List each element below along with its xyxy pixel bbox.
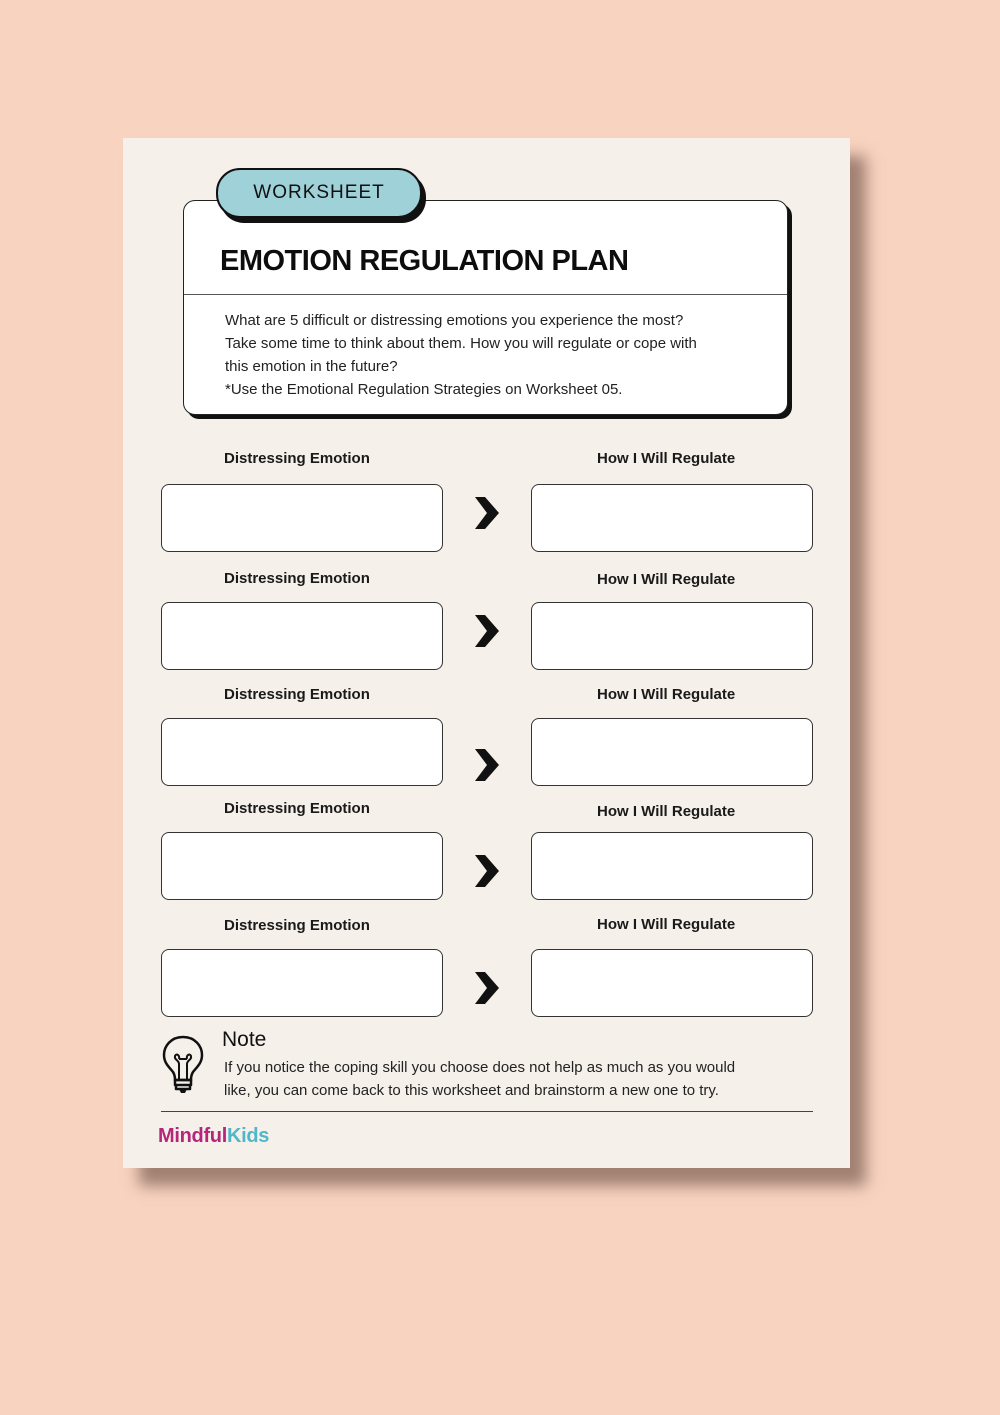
- chevron-right-icon: [473, 747, 501, 783]
- mindfulkids-logo: [158, 1125, 269, 1148]
- chevron-right-icon: [473, 853, 501, 889]
- regulate-label-3: How I Will Regulate: [597, 686, 736, 703]
- logo-mindful: Mindful: [158, 1125, 227, 1147]
- note-text-line-2: like, you can come back to this worksheet and brainstorm a new one to try.: [224, 1082, 719, 1099]
- worksheet-page: [123, 138, 850, 1168]
- note-text: [224, 1056, 814, 1102]
- instructions-line-1: What are 5 difficult or distressing emotions you experience the most?: [225, 312, 684, 329]
- lightbulb-icon: [161, 1034, 205, 1096]
- title-divider: [184, 294, 787, 295]
- distressing-emotion-label-3: Distressing Emotion: [224, 686, 370, 703]
- instructions-line-2: Take some time to think about them. How you will regulate or cope with: [225, 335, 697, 352]
- distressing-emotion-field-3[interactable]: [161, 718, 443, 786]
- page-title: EMOTION REGULATION PLAN: [220, 245, 629, 277]
- note-text-line-1: If you notice the coping skill you choose does not help as much as you would: [224, 1059, 736, 1076]
- regulate-field-1[interactable]: [531, 484, 813, 552]
- regulate-field-5[interactable]: [531, 949, 813, 1017]
- chevron-right-icon: [473, 613, 501, 649]
- instructions-line-3: this emotion in the future?: [225, 358, 398, 375]
- worksheet-badge-label: WORKSHEET: [253, 182, 385, 203]
- logo-kids: Kids: [226, 1125, 270, 1147]
- note-title: Note: [222, 1028, 267, 1051]
- regulate-label-2: How I Will Regulate: [597, 571, 736, 588]
- regulate-label-1: How I Will Regulate: [597, 450, 736, 467]
- regulate-field-3[interactable]: [531, 718, 813, 786]
- regulate-field-2[interactable]: [531, 602, 813, 670]
- distressing-emotion-field-1[interactable]: [161, 484, 443, 552]
- distressing-emotion-field-4[interactable]: [161, 832, 443, 900]
- regulate-field-4[interactable]: [531, 832, 813, 900]
- distressing-emotion-field-2[interactable]: [161, 602, 443, 670]
- chevron-right-icon: [473, 970, 501, 1006]
- distressing-emotion-label-5: Distressing Emotion: [224, 917, 370, 934]
- regulate-label-4: How I Will Regulate: [597, 803, 736, 820]
- instructions-line-4: *Use the Emotional Regulation Strategies on Worksheet 05.: [225, 381, 623, 398]
- chevron-right-icon: [473, 495, 501, 531]
- regulate-label-5: How I Will Regulate: [597, 916, 736, 933]
- distressing-emotion-field-5[interactable]: [161, 949, 443, 1017]
- title-card: [183, 200, 788, 415]
- distressing-emotion-label-2: Distressing Emotion: [224, 570, 370, 587]
- instructions: [225, 309, 775, 401]
- worksheet-badge: [216, 168, 422, 218]
- distressing-emotion-label-4: Distressing Emotion: [224, 800, 370, 817]
- distressing-emotion-label-1: Distressing Emotion: [224, 450, 370, 467]
- footer-divider: [161, 1111, 813, 1112]
